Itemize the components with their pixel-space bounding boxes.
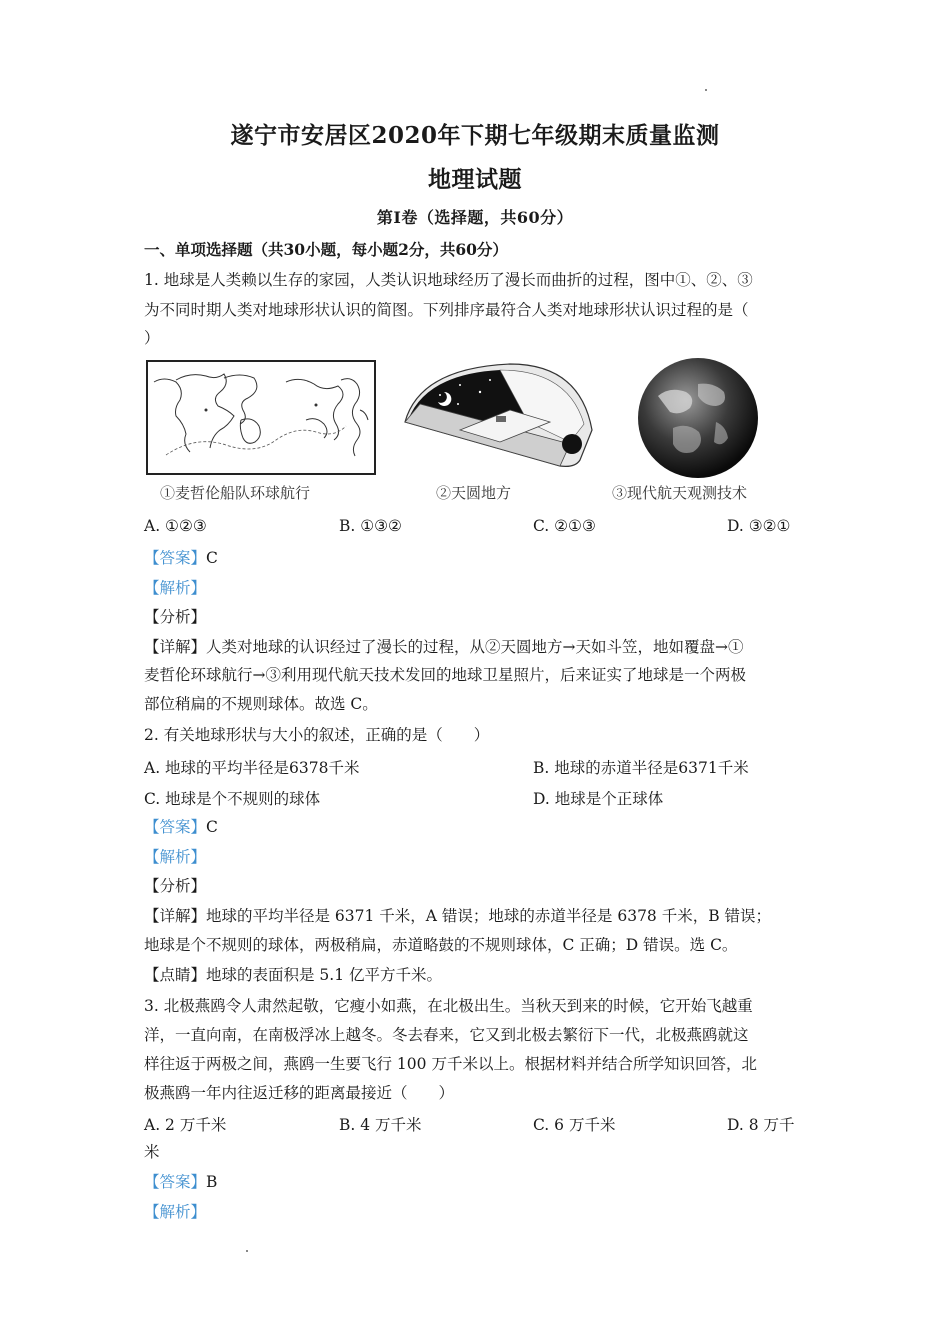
volume-title: 第Ⅰ卷（选择题，共60分） [376, 208, 574, 227]
q3-answer [144, 1172, 809, 1192]
section-heading: 一、单项选择题（共30小题，每小题2分，共60分） [144, 240, 508, 259]
q1-option-a: A. ①②③ [144, 517, 207, 535]
q2-option-c: C. 地球是个不规则的球体 [144, 790, 321, 808]
q1-fenxi: 【分析】 [144, 608, 207, 626]
q3-option-d: D. 8 万千 [727, 1116, 795, 1134]
caption-tianyuan: ②天圆地方 [436, 484, 512, 502]
earth-photo-figure [628, 356, 768, 481]
q2-detail-line-2: 地球是个不规则的球体，两极稍扁，赤道略鼓的不规则球体，C 正确；D 错误。选 C。 [144, 936, 738, 954]
q3-analysis-label: 【解析】 [144, 1203, 207, 1221]
q1-detail-line-3: 部位稍扁的不规则球体。故选 C。 [144, 695, 378, 713]
q3-stem-line-1: 3. 北极燕鸥令人肃然起敬，它瘦小如燕，在北极出生。当秋天到来的时候，它开始飞越重 [144, 997, 753, 1015]
q3-stem-line-2: 洋，一直向南，在南极浮冰上越冬。冬去春来，它又到北极去繁衍下一代，北极燕鸥就这 [144, 1026, 749, 1044]
caption-magellan: ①麦哲伦船队环球航行 [160, 484, 311, 502]
q2-analysis-label: 【解析】 [144, 848, 207, 866]
answer-value: C [206, 818, 218, 836]
caption-space: ③现代航天观测技术 [612, 484, 748, 502]
q2-detail-line-1: 【详解】地球的平均半径是 6371 千米，A 错误；地球的赤道半径是 6378 千米，B 错误； [144, 907, 772, 925]
q2-fenxi: 【分析】 [144, 877, 207, 895]
q1-detail-line-2: 麦哲伦环球航行→③利用现代航天技术发回的地球卫星照片，后来证实了地球是一个两极 [144, 666, 746, 684]
world-map-figure [146, 360, 376, 475]
q3-option-c: C. 6 万千米 [533, 1116, 616, 1134]
q3-option-a: A. 2 万千米 [144, 1116, 227, 1134]
q2-option-a: A. 地球的平均半径是6378千米 [144, 759, 360, 777]
answer-value: B [206, 1173, 218, 1191]
q3-option-d-wrap: 米 [144, 1143, 160, 1161]
answer-value: C [206, 549, 218, 567]
q2-note: 【点睛】地球的表面积是 5.1 亿平方千米。 [144, 966, 443, 984]
q1-analysis-label: 【解析】 [144, 579, 207, 597]
q1-stem-line-2: 为不同时期人类对地球形状认识的简图。下列排序最符合人类对地球形状认识过程的是（ [144, 301, 749, 319]
q3-stem-line-3: 样往返于两极之间，燕鸥一生要飞行 100 万千米以上。根据材料并结合所学知识回答，北 [144, 1055, 757, 1073]
q2-option-d: D. 地球是个正球体 [533, 790, 664, 808]
q3-option-b: B. 4 万千米 [339, 1116, 422, 1134]
exam-title: 遂宁市安居区2020年下期七年级期末质量监测 [230, 122, 720, 149]
answer-label: 【答案】 [144, 818, 207, 836]
q1-detail-line-1: 【详解】人类对地球的认识经过了漫长的过程，从②天圆地方→天如斗笠，地如覆盘→① [144, 638, 744, 656]
q1-option-b: B. ①③② [339, 517, 402, 535]
q1-option-c: C. ②①③ [533, 517, 596, 535]
q1-option-d: D. ③②① [727, 517, 791, 535]
q2-option-b: B. 地球的赤道半径是6371千米 [533, 759, 749, 777]
answer-label: 【答案】 [144, 1173, 207, 1191]
q1-answer [144, 548, 809, 568]
answer-label: 【答案】 [144, 549, 207, 567]
subject-title: 地理试题 [428, 166, 522, 193]
sky-dome-figure [400, 360, 600, 472]
q1-stem-line-3: ） [144, 329, 160, 347]
q3-stem-line-4: 极燕鸥一年内往返迁移的距离最接近（ ） [144, 1084, 455, 1102]
q1-stem-line-1: 1. 地球是人类赖以生存的家园，人类认识地球经历了漫长而曲折的过程，图中①、②、③ [144, 271, 753, 289]
q2-stem: 2. 有关地球形状与大小的叙述，正确的是（ ） [144, 726, 490, 744]
q2-answer [144, 817, 809, 837]
